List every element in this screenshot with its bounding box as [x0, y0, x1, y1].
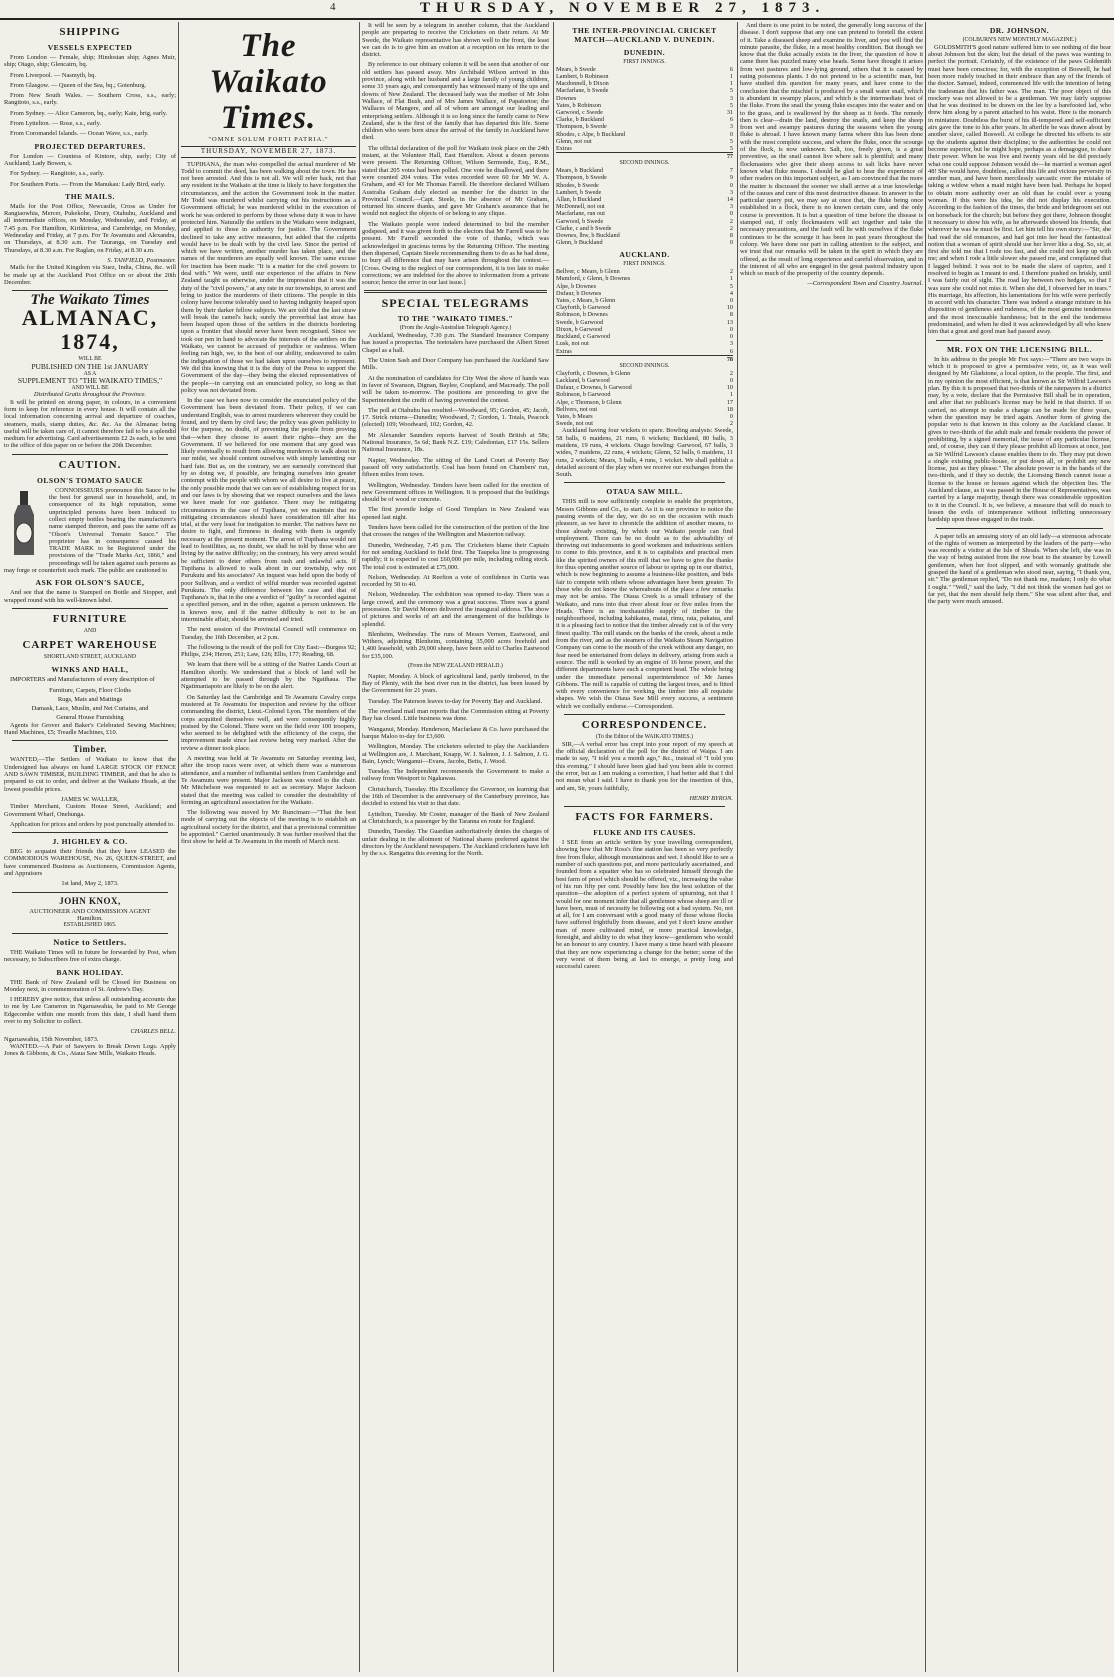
divider	[12, 832, 168, 833]
furniture-street: SHORTLAND STREET, AUCKLAND	[43, 653, 137, 660]
herald-item: Dunedin, Tuesday. The Guardian authoritatively denies the charges of unfair dealing in the allotment of National shares preferred against the directors by the Auckland newspapers. The Auckland cricketers have left by the s.s. Rangatira this evening for the North.	[362, 828, 549, 858]
score-row: Thompson, b Swede 9	[556, 174, 733, 182]
cricket-heading: THE INTER-PROVINCIAL CRICKET MATCH—AUCKLAND V. DUNEDIN.	[572, 26, 717, 44]
dunedin-first-innings-table	[556, 66, 733, 152]
score-row: Mears, b Buckland 7	[556, 167, 733, 175]
dunedin-second-innings-table	[556, 167, 733, 246]
score-row: Robinson, b Garwood 1	[556, 391, 733, 399]
dunedin-first-total: 77	[556, 152, 733, 160]
caution-heading: CAUTION.	[58, 458, 122, 471]
vessel-entry: From Glasgow. — Queen of the Sea, bq.; Gotenburg.	[10, 81, 147, 89]
editorial-paragraph: A meeting was held at Te Awamutu on Saturday evening last, after the troop races were over, at which there was a numerous attendance, and a number of influential settlers from Cambridge and Te Awamutu were present. Major Jackson was voted to the chair. Mr Mitchelson was requested to act as secretary. Major Jackson stated that the meeting was called to consider the desirability of forming an agricultural association for the Waikato.	[181, 755, 356, 806]
score-row: Lackland, b Garwood 0	[556, 376, 733, 384]
johnson-source: (COLBURN'S NEW MONTHLY MAGAZINE.)	[962, 37, 1077, 43]
score-row: Mears, b Swede 6	[556, 65, 733, 73]
column-2	[181, 22, 356, 1672]
column-rule	[178, 22, 179, 1672]
score-row: Dixon, b Garwood 0	[556, 325, 733, 333]
timber-apply: Application for prices and orders by post punctually attended to.	[10, 820, 175, 828]
notice-heading: Notice to Settlers.	[53, 936, 127, 947]
score-row: Buckland, c Garwood 0	[556, 333, 733, 341]
herald-list	[362, 673, 549, 858]
correspondence-signature: HENRY BYRON.	[689, 794, 733, 802]
telegram-item: At the nomination of candidates for City West the show of hands was in favor of Swanson, Dignan, Baylee, Coupland, and Macready. The poll will be taken to-morrow. The positions are proceeding to give the Superintendent the credit of having prevented the contest.	[362, 374, 549, 404]
divider	[564, 482, 725, 483]
divider	[12, 892, 168, 893]
editorial-paragraph: In the case we have now to consider the enunciated policy of the Government has been deviated from. Their policy, if we can understand English, was to arrest murderers wherever they could be found, and try them by civil law; the policy was given publicity to for the purpose, no doubt, of preventing the people from proving that—when they choose to assert their rights—they are the Government. If we believed for one moment that any good was likely eventually to result from allowing murderers to walk about in our midst, we should content ourselves with simply lamenting our hard fate. But as, on the contrary, we are earnestly convinced that by so doing we, if possible, are bringing ourselves into greater contempt with the people with whom we all desire to live at peace, the only possible mode that we can see of establishing respect for us and our laws is by showing that we respect ourselves and the laws we have made for our guidance. There may be mitigating circumstances in the case of Tupihana, yet we maintain that no mitigating circumstances should have consideration till after his trial, at the very least for instigation to murder. The natives have no desire to fight, and firmness in dealing with them is urgently necessary at the present moment. The arrest of Tupihana would not lead to hostilities, as, no doubt, we shall be told by those who are living by the native difficulty; on the contrary, his very arrest would be sufficient to deter others from rash and unlawful acts. If Tupihana is allowed to walk about in our township, why not Purukutu and his associates? An inquest was held upon the body of poor Sullivan, and a verdict of wilful murder was recorded against Purukutu. The only difference between his case and that of Tupihana's is, that in the one a verdict of "guilty" is recorded against a specified person, and in the other, against a person unknown. He is known now, and if the native difficulty is not to be an interminable affair, should be arrested and tried.	[181, 397, 356, 623]
editorial-paragraph: The next session of the Provincial Council will commence on Tuesday, the 16th December, at 2 p.m.	[181, 626, 356, 641]
caution-tail: And see that the name is Stamped on Bottle and Stopper, and wrapped round with his well-known label.	[4, 589, 176, 604]
almanac-as-a: AS A	[83, 370, 97, 377]
editorial-paragraph: The following is the result of the poll for City East:—Burgess 92; Philips, 234; Heron, 251; Law, 126; Ellis, 177; Reading, 68.	[181, 643, 356, 659]
vessel-entry: From New South Wales. — Southern Cross, s.s., early; Rangitoto, s.s., early.	[4, 92, 176, 107]
editorial-paragraph: On Saturday last the Cambridge and Te Awamutu Cavalry corps mustered at Te Awamutu for inspection and review by the officer commanding the district, Lieut.-Colonel Lyon. The members of the corps acquitted themselves well, and were consequently highly praised by the Colonel. There were on the field over 100 troopers, who seemed to be delighted with the efficiency of the corps, the improvement made since last review being very marked. After the review a dinner took place.	[181, 693, 356, 752]
departure-entry: For London — Countess of Kintore, ship, early; City of Auckland; Lady Bowen, s.	[4, 152, 176, 167]
score-row: Allan, b Buckland 14	[556, 196, 733, 204]
correspondence-heading: CORRESPONDENCE.	[581, 719, 708, 732]
score-row: Bellver, c Mears, b Glenn 2	[556, 268, 733, 276]
second-innings-label: SECOND INNINGS.	[619, 362, 670, 369]
column-4	[556, 22, 733, 1672]
fluke-continued: And there is one point to be noted, the generally long success of the disease. I don't suppose that any one can pretend to foretell the extent of it. Take a diseased sheep and examine its liver, and you will find the minute parasite, the fluke, in a most healthy condition. But though we know that the fluke actually exists in the liver, the question of how it came there has puzzled many wise heads. Some have thought it arises from wet pastures and low-lying ground, others that it is caused by eating poisonous plants. I do not pretend to be a scientific man, but have studied this question for many years, and have come to the conclusion that the mischief is produced by a small water snail, which is abundant in swampy places, and which is the intermediate host of the fluke. From the snail the young fluke escapes into the water and on to the grass, and is swallowed by the sheep as it feeds. The remedy then is clear—drain the land, destroy the snails, and keep the sheep from wet and swampy pastures during the seasons when the young fluke is abroad. I have known many farms where this has been done with the most complete success, and where the fluke, once the scourge of the flock, is now unknown. Salt, too, freely given, is a great preventive, as the snail cannot live where salt is plentiful; and many flockmasters who give their sheep access to salt licks have never known what fluke means. I should be glad to hear the experience of other readers on this important subject, as I am convinced that the more the matter is discussed the sooner we shall arrive at a true knowledge of the causes and cure of this most destructive disease. In answer to the particular query put, we may say at once that, the fluke being once established in a flock, there is no known certain cure, and the only course is prevention. It is but a question of time before the disease is stamped out, if only flockmasters will act together and take the necessary precautions, and the fault will lie with ourselves if the fluke continues to be the scourge it has been in past years throughout the colony. We have done our part in calling attention to the subject, and we trust that our remarks will be taken in the spirit in which they are offered, as the result of long experience and careful observation, and in the interest of all who are engaged in the great pastoral industry upon which so much of the prosperity of the country depends.	[740, 22, 923, 278]
johnson-heading: DR. JOHNSON.	[989, 26, 1050, 35]
divider	[12, 608, 168, 609]
winks-name: WINKS AND HALL,	[51, 664, 129, 674]
herald-item: Wanganui, Monday. Henderson, Macfarlane & Co. have purchased the barque Maloo to-day for £3,600.	[362, 725, 549, 740]
score-row: Macfarlane, b Swede 5	[556, 87, 733, 95]
almanac-supplement: SUPPLEMENT TO "THE WAIKATO TIMES,"	[17, 376, 163, 386]
knox-established: ESTABLISHED 1865.	[63, 922, 117, 929]
column-rule	[553, 22, 554, 1672]
vessels-list	[4, 54, 176, 138]
editorial-paragraph: The following was moved by Mr Runciman:—"That the best mode of carrying out the objects of the meeting is to establish an agricultural society for the district, and that a provisional committee be appointed." Carried unanimously. It was further resolved that the first show be held at Te Awamutu in the month of March next.	[181, 809, 356, 846]
score-row: Garwood, c Swede 31	[556, 109, 733, 117]
highley-text: BEG to acquaint their friends that they have LEASED the COMMODIOUS WAREHOUSE, No. 26, QUEEN-STREET, and have commenced Business as Auctioneers, Commission Agents, and Appraisers	[4, 848, 176, 877]
dunedin-heading: DUNEDIN.	[623, 48, 666, 57]
shipping-heading: SHIPPING	[59, 26, 121, 38]
bank-text: THE Bank of New Zealand will be Closed for Business on Monday next, in commemoration of St. Andrew's Day.	[4, 978, 176, 993]
knox-title: AUCTIONEER AND COMMISSION AGENT	[29, 907, 151, 915]
furniture-and: AND	[83, 627, 97, 634]
winks-agents: Agents for Grover and Baker's Celebrated Sewing Machines; Hand Machines, £5; Treadle Machines, £10.	[4, 721, 176, 737]
timber-address: Timber Merchant, Custom House Street, Auckland; and Government Wharf, Onehunga.	[4, 803, 176, 818]
column-6	[928, 22, 1111, 1672]
herald-item: Wellington, Monday. The cricketers selected to play the Aucklanders at Wellington are, J. Marchant, Knapp, W. J. Salmon, J. J. Salmon, J. G. Bain, Lynch; Wanganui—Evans, Jacobs, Betts, J. Wood.	[362, 743, 549, 765]
winks-text: IMPORTERS and Manufacturers of every description of	[10, 675, 155, 683]
knox-name: JOHN KNOX,	[59, 895, 121, 906]
vessels-heading: VESSELS EXPECTED	[47, 43, 133, 52]
herald-item: Lyttelton, Tuesday. Mr Coster, manager of the Bank of New Zealand at Christchurch, is a passenger by the Taranna en route for England.	[362, 810, 549, 825]
auckland-first-total: 78	[556, 355, 733, 363]
herald-item: Christchurch, Tuesday. His Excellency the Governor, on learning that the 16th of December is the anniversary of the Canterbury province, has decided to extend his visit to that date.	[362, 785, 549, 808]
divider	[936, 340, 1103, 341]
column-1	[4, 22, 176, 1672]
herald-source: (From the NEW ZEALAND HERALD.)	[408, 663, 503, 670]
score-row: Dufaur, c Downes, b Garwood 10	[556, 384, 733, 392]
departures-list	[4, 153, 176, 188]
caution-text: CONNOISSEURS pronounce this Sauce to be the best for general use in household, and, in consequence of its high reputation, some unprincipled persons have been induced to collect empty bottles bearing the manufacturer's name stamped thereon, and pass the same off as "Olson's Universal Tomato Sauce." The proprietor has in consequence caused his TRADE MARK to be Registered under the provisions of the "Trade Marks Act, 1866," and proceedings will be taken against such persons as may forge or counterfeit such mark. The public are cautioned to	[4, 486, 176, 575]
sawyers-text: WANTED.—A Pair of Sawyers to Break Down Logs. Apply Jones & Gibbons, & Co., Ataua Saw Mills, Waikato Heads.	[4, 1042, 176, 1058]
score-row: Garwood, b Swede 2	[556, 217, 733, 225]
divider	[364, 290, 547, 293]
score-row: Extras 6	[556, 347, 733, 355]
score-row: Swede, not out 2	[556, 420, 733, 428]
departure-entry: For Southern Ports. — From the Manukau: Lady Bird, early.	[10, 180, 166, 188]
score-row: Clarke, c and b Swede 2	[556, 224, 733, 232]
score-row: Robinson, b Downes 8	[556, 311, 733, 319]
departures-heading: PROJECTED DEPARTURES.	[34, 141, 146, 151]
score-row: Extras 5	[556, 145, 733, 153]
herald-item: Tuesday. The Paterson leaves to-day for Poverty Bay and Auckland.	[368, 697, 543, 705]
score-row: Glenn, b Buckland 0	[556, 239, 733, 247]
knox-place: Hamilton.	[77, 914, 103, 922]
telegram-item: Nelson, Wednesday. At Reefton a vote of confidence in Curtis was recorded by 50 to 40.	[362, 573, 549, 589]
divider	[12, 454, 168, 455]
fox-text: In his address to the people Mr Fox says:—"There are two ways in which it is proposed to give a permissive veto, or, as it was well designed by Mr Gladstone, a local option, to the people. The first, and in my opinion the most efficient, is that known as Sir Wilfrid Lawson's plan. By this it is proposed that two-thirds of the ratepayers in a district may, by a vote, declare that the Permissive Bill shall be in operation, and after that no publican's license may be held in that district. If so carried, no attempt to make a change can be made for three years, when the question may be tried again. Another form of giving the popular veto is that known in this colony as the Auckland clause. It gives to two-thirds of the adult male and female residents the power of prohibiting, by a signed memorial, the issue of any particular license, and, of course, they can if they please prohibit all licenses at once, just as Sir Wilfrid Lawson's clause enables them to do. They may put down a single existing public-house, or put down all, or prohibit any new license, just as they please." The absolute power is in the hands of the two-thirds, and if they so decide, the Licensing Bench cannot issue a license to the house or houses against which the objection lies. The Auckland clause, as it was passed in the House of Representatives, was carried by a large majority, though there was considerable opposition to it in the Council. It is, we believe, a measure that will do much to lessen the evils of intemperance without inflicting unnecessary hardship upon those engaged in the trade.	[928, 355, 1111, 524]
fluke-text: I SEE from an article written by your travelling correspondent, showing how that Mr Ross's fine station has been so very perfectly free from fluke, although mountainous and wet. I should like to see a number of such questions put, and more particularly ascertained, and founded from a squatter who has so celebrated himself through the best farm of proof which should be offered, viz., increasing the value of his run fifty per cent. Possibly here lies the best solution of the question—the adoption of a perfect system of upturning, not that I would for one moment infer that all gentlemen whose sheep are ill or have been, must of necessity be following out a bad system. No, not at all, for I am conversant with a good many of those whose flocks have suffered frightfully from disease, and yet I don't know another man of more cultivated mind, or more practical knowledge, foresight, and ability to do what they know—gentlemen who would be an honour to any country. I have many a time heard with pleasure that they are now experiencing a change for the better; some of the very worst of them being at last to emerge, a pretty long and successful career.	[556, 839, 733, 971]
sauce-bottle-icon	[4, 489, 44, 559]
almanac-text: It will be printed on strong paper, in colours, in a convenient form to keep for reference in every house. It will contain all the local information concerning arrival and departure of coaches, steamers, mails, stamp duties, &c. &c. As the Almanac being useful will be taken care of, it cannot therefore fail to be a splendid medium for advertising. Card advertisements £2 2s each, to be sent to the office of this paper on or before the 20th December.	[4, 398, 176, 450]
cricket-note: Auckland having four wickets to spare. Bowling analysis: Swede, 58 balls, 6 maidens, 21 runs, 6 wickets; Buckland, 80 balls, 3 maidens, 19 runs, 4 wickets. Otago bowling: Garwood, 67 balls, 3 wides, 7 maidens, 22 runs, 4 wickets; Glenn, 52 balls, 6 maidens, 11 runs, 2 wickets; Mears, 3 balls, 4 runs, 1 wicket. We shall publish a detailed account of the play when we receive our exchanges from the South.	[556, 427, 733, 479]
caution-ask: ASK FOR OLSON'S SAUCE,	[35, 578, 145, 588]
mails-note: Mails for the United Kingdom via Suez, India, China, &c. will be made up at the Auckland Post Office on or about the 20th December.	[4, 264, 176, 286]
divider	[12, 740, 168, 741]
score-row: Macfarlane, run out 0	[556, 210, 733, 218]
score-row: Mumford, c Glenn, b Downes 1	[556, 275, 733, 283]
special-telegrams-source: (From the Anglo-Australian Telegraph Agency.)	[399, 325, 512, 332]
column-rule	[925, 22, 926, 1672]
column-5	[740, 22, 923, 1672]
winks-item: Damask, Lace, Muslin, and Net Curtains, and	[31, 704, 149, 712]
bell-text: I HEREBY give notice, that unless all outstanding accounts due to me by Lee Cameron in Ngaruawahia, be paid to Mr George Edgecombe within one month from this date, I shall hand them over to my Solicitor to collect.	[4, 996, 176, 1026]
special-telegrams-heading: SPECIAL TELEGRAMS	[381, 296, 530, 311]
postmaster-signature: S. TANFIELD, Postmaster.	[107, 256, 176, 264]
almanac-and-will-be: AND WILL BE	[71, 384, 109, 391]
vessel-entry: From Liverpool. — Nasmyth, bq.	[10, 71, 97, 79]
winks-item: Furniture, Carpets, Floor Cloths	[49, 686, 131, 694]
almanac-published: PUBLISHED ON THE 1st JANUARY	[31, 362, 149, 372]
telegram-item: Nelson, Wednesday. The exhibition was opened to-day. There was a large crowd, and the ceremony was a great success. There was a grand procession. Sir David Monro delivered the inaugural address. The show of pictures and works of art and the arrangement of the buildings is splendid.	[362, 591, 549, 628]
editorial-paragraph: We learn that there will be a sitting of the Native Lands Court at Hamilton shortly. We understand that a block of land will be attempted to be passed through by the Ngatihaua. The Ngatimaniapoto are likely to be on the alert.	[181, 661, 356, 691]
news-paragraph: The official declaration of the poll for Waikato took place on the 24th instant, at the Volunteer Hall, East Hamilton. About a dozen persons were present. The Returning Officer, Wilson Sermonde, Esq., R.M., stated that 205 votes had been polled. One vote he disallowed, and there were counted 204 votes. The votes recorded were 60 for Mr W. A. Graham, and 43 for Mr Thomas Farrell. He therefore declared William Australia Graham duly elected as member for the district in the Provincial Council.—Capt. Steele, in the absence of Mr Graham, returned his sincere thanks, and gave Mr Graham's assurance that he would not neglect the objects of or belong to any clique.	[362, 144, 549, 218]
vessel-entry: From London — Female, ship; Hindostan ship; Agnes Muir, ship; Otago, ship; Glencairn, bq.	[4, 54, 176, 69]
column-rule	[737, 22, 738, 1672]
vessel-entry: From Coromandel Islands. — Ocean Wave, s.s., early.	[10, 130, 149, 138]
winks-items	[4, 686, 176, 722]
masthead-motto: "OMNE SOLUM FORTI PATRIA."	[208, 136, 329, 143]
winks-item: Rugs, Mats and Mattings	[57, 695, 123, 703]
almanac-title: ALMANAC, 1874,	[21, 305, 159, 355]
divider	[564, 714, 725, 715]
mill-text: THIS mill is now sufficiently complete to enable the proprietors, Messrs Gibbons and Co., to start. As it is our province to notice the passing events of the day, we do so on the occasion with much pleasure, as we have to chronicle the addition of another means, to those already existing, by which our Waikato people can find employment. There can be no doubt as to the advisability of throwing out inducements to good workmen and industrious settlers to come to this province, and it is to capitalists and practical men like the spirited owners of this mill that we have to give the thanks for thus opening another source of labour to spring up in our district, which is now beginning to assume a business-like position, and bids fair to compete with others whose advantages have been greater. To those who do not know the whereabouts of the place a few remarks may not be amiss. The Otaua Creek is a small tributary of the Waikato, and runs into that river about four or five miles from the Heads. There is an inexhaustible supply of timber in the neighbourhood, including kahikatea, matai, rimu, rata, pukatea, and it is a pleasing fact to notice that the timber already cut is of the very finest quality. The mill stands on the banks of the creek, about a mile from the river, and as the steamers of the Waikato Steam Navigation Company can come to the mouth of the creek without any danger, no fear need be entertained from delays in delivery, arising from such a source. The mill is worked by an engine of 16 horse power, and the different departments have each a competent head. The whole being under the immediate personal superintendence of Mr James Gibbons. The mill is capable of cutting the largest trees, and is fitted with every convenience for working the timber into all requisite shapes. We wish the Otaua Saw Mill every success, a sentiment which we cordially endorse.—Correspondent.	[556, 498, 733, 710]
news-paragraph: By reference to our obituary column it will be seen that another of our old settlers has passed away. Mrs Archibald Wilson arrived in this province, along with her husband and a large family of young children, some 31 years ago, and consequently has witnessed many of the ups and downs of New Zealand. The deceased lady was the mother of Mr John Wallace, of Flat Bush, and of Mrs James Wallace, of Papatoetoe; the Wallaces of Mangere, and all of whom are amongst our leading and enterprising settlers. Although it is so long since the family came to New Zealand, she is the first of the family that has departed this life. Some children who were born since the arrival of the family in Auckland have died.	[362, 61, 549, 142]
winks-item: General House Furnishing	[56, 713, 124, 721]
telegram-item: The poll at Otahuhu has resulted—Woodward, 95; Gordon, 45; Jacob, 17. Strick returns—Dunedin; Woodward, 7; Gordon, 1. Totals, Peacock (elected) 109; Woodward, 102; Gordon, 42.	[362, 406, 549, 429]
score-row: Downes, lbw, b Buckland 8	[556, 232, 733, 240]
auckland-first-innings-table	[556, 268, 733, 354]
score-row: Alpe, b Downes 5	[556, 282, 733, 290]
telegram-item: The Union Sash and Door Company has purchased the Auckland Saw Mills.	[362, 357, 549, 372]
herald-item: The overland mail man reports that the Commission sitting at Poverty Bay has closed. Little business was done.	[362, 708, 549, 723]
timber-name: JAMES W. WALLER,	[61, 795, 119, 803]
divider	[936, 528, 1103, 529]
score-row: Glenn, not out 5	[556, 137, 733, 145]
divider	[564, 806, 725, 807]
telegram-item: Auckland, Wednesday, 7.30 p.m. The Standard Insurance Company has issued a prospectus. The teetotalers have purchased the Albert Street Chapel as a hall.	[362, 332, 549, 354]
date-line: THURSDAY, NOVEMBER 27, 1873.	[420, 0, 826, 16]
notice-text: THE Waikato Times will in future be forwarded by Post, when necessary, to Subscribers free of extra charge.	[4, 948, 176, 964]
auckland-heading: AUCKLAND.	[619, 250, 670, 260]
masthead: The Waikato Times.	[209, 28, 328, 136]
herald-item: Napier, Monday. A block of agricultural land, partly timbered, in the Bay of Plenty, with the best river run in the district, has been leased by the Government for 21 years.	[362, 672, 549, 695]
score-row: Alpe, c Thomson, b Glenn 17	[556, 398, 733, 406]
almanac-paper-name: The Waikato Times	[30, 292, 150, 309]
score-row: Thompson, b Swede 3	[556, 123, 733, 131]
timber-heading: Timber.	[73, 744, 107, 755]
news-paragraph: The Waikato people were indeed determined to bid the member godspeed, and it was given forth to the electors that Mr Farrell was to be present. Mr Farrell seconded the vote of thanks, which was acknowledged in gracious terms by the Returning Officer. The meeting then dispersed, Captain Steele recommending them to do as he had done, to bury all difference that may have arisen throughout the contest.—[Cross. Owing to the neglect of our correspondent, it is too late to make corrections; we are indebted for the above to information from a private source; hence the error in our last issue.]	[362, 220, 549, 287]
telegram-item: Blenheim, Wednesday. The runs of Messrs Vernon, Eastwood, and Withers, adjoining Blenheim, containing 35,000 acres freehold and 1,400 leasehold, with 29,000 sheep, have been sold to Charles Eastwood for £35,100.	[362, 630, 549, 660]
score-row: Clayforth, b Garwood 10	[556, 304, 733, 312]
score-row: Yates, b Mears 0	[556, 412, 733, 420]
first-innings-label: FIRST INNINGS.	[623, 261, 666, 268]
fox-heading: MR. FOX ON THE LICENSING BILL.	[946, 344, 1093, 354]
score-row: Yates, c Mears, b Glenn 0	[556, 297, 733, 305]
column-rule	[359, 22, 360, 1672]
score-row: Lambert, b Swede 3	[556, 188, 733, 196]
score-row: Lambert, b Robinson 1	[556, 73, 733, 80]
first-innings-label: FIRST INNINGS.	[623, 59, 666, 65]
score-row: Lusk, not out 3	[556, 340, 733, 348]
fluke-heading: FLUKE AND ITS CAUSES.	[593, 828, 696, 838]
correspondence-text: SIR,—A verbal error has crept into your report of my speech at the official declaration of the poll for the district of Waipa. I am made to say, "I told you a month ago," &c., instead of "I told you this evening." I should have been glad had you been able to correct the error, but as I am making a correction, I had better add that I did not mean what I said. I have to thank you for the insertion of this, and am, Sir, yours faithfully,	[556, 740, 733, 792]
telegram-item: Tenders have been called for the construction of the portion of the line that crosses the ranges of the Wellington and Masterton railway.	[362, 524, 549, 539]
editorial-paragraph: TUPIHANA, the man who compelled the actual murderer of Mr Todd to commit the deed, has been walking about the town. He has not been arrested. And this is not all. We will refer back, not that any resident in the Waikato at the time is likely to have forgotten the circumstances, and the action the Government took in the matter. Mr Todd was murdered whilst carrying out his instructions as a Government official; he was murdered whilst in the execution of work he was ordered to perform by those whose duty it was to have protected him. Naturally the settlers in the Waikato were indignant, and applied to those in authority for justice. The Government declined to take any active measures, but added that the culprits would have to be dealt with by the civil law. Since the period of which we have written, another murder has taken place, and the names of the murderers are equally well known. The same excuse for inaction has been made: "It is a matter for the civil powers to deal with." We were, until our experience of the affairs in New Zealand taught us otherwise, under the impression that it was the duty of the "civil powers," at any rate in our townships, to arrest and bring to justice the murderers of their citizens. The people in this colony have become tolerably used to having indignity heaped upon them by their darker fellow subjects. We are told that the last straw will break the camel's back; surely the proverbial last straw has been heaped upon those of the settlers in the districts bordering upon a frontier that should never have been recognised. Since we took our pen in hand to advocate the interests of the settlers on the Waikato, we cannot be accused of prejudice or rashness. When feeling ran high, we, to the best of our ability, endeavored to calm the indignation of those we had taken upon ourselves to represent. We did this knowing that it is the duty of the Press to support the Government of the day—they being the elected representatives of the people—in carrying out an enunciated policy, so long as that policy was not deviated from.	[181, 160, 356, 394]
johnson-text: GOLDSMITH'S good nature suffered him to see nothing of the bear about Johnson but the skin; but the detail of the paws was wanting to perfect the portrait. Certainly, of the existence of the paws Goldsmith must have been conscious; for, with the exception of Boswell, he had been more rudely touched in their embrace than any of the friends of the doctor. Samuel, indeed, commenced life with the intention of being the tradesman that his father was. The man. The poor object of this mockery was not allowed to be a gentleman. We may fairly suppose that he was destined to be drawn on the lee by a barefooted lad, who drew him along by a parent attached to his waist. Here is the monarch in miniature. Doubtless the burst of his ill-tempered and self-sufficient airs gave the tone to his after years. In afterlife he was drawn about by another slave, called Boswell. At college he directed his efforts to stir up the students against their discipline; to the authorities he could not become superior, but he might hope, perhaps as a demagogue, to share their power. When he was five and twenty years old he did precisely what one could suppose Johnson would do—he married a woman aged 48! She would have, doubtless, called this life and vicious perversity in another man, and have been mercilessly sarcastic over the mistake of taking a widow when a maid might have been had. Perhaps he hoped to obtain more authority over an old than he could over a young woman. If this were his idea, he did not display his execution. According to the fashion of the times, the bride and bridegroom set out on horseback for the church; but before they got there, Johnson thought it necessary to show his wife, as he afterwards showed his friends, that wherever he was he must be first. Let him tell his own story:—"Sir, she had read the old romances, and had got into her head the fantastical notion that a woman of spirit should use her lover like a dog. So, sir, at first she told me that I rode too fast, and she could not keep up with me; and when I rode a little slower she passed me, and complained that I lagged behind. I was not to be made the slave of caprice, and I resolved to begin as I meant to end. I therefore pushed on briskly, until I was fairly out of sight. The road lay between two hedges, so that I was sure she could not miss it. When she did, I observed her in tears." His marriage, his affection, his lamentations for his wife were perfectly in accord with his character. There was indeed a strange mixture in his disposition of gentleness and rudeness, of the most genuine tenderness and the most inexcusable harshness; but in the end the tenderness predominated, and when he died it was acknowledged by all who knew him that a great and good man had passed away.	[928, 43, 1111, 336]
vessel-entry: From Sydney. — Alice Cameron, bq., early; Kate, brig, early.	[10, 109, 168, 117]
highley-name: J. HIGHLEY & CO.	[52, 837, 128, 847]
departure-entry: For Sydney. — Rangitoto, s.s., early.	[10, 170, 105, 178]
editorial-text	[181, 161, 356, 846]
highley-date: 1st land, May 2, 1873.	[61, 880, 119, 888]
news-paragraphs	[362, 22, 549, 286]
mill-heading: OTAUA SAW MILL.	[606, 487, 683, 497]
almanac-distributed: Distributed Gratis throughout the Province.	[33, 391, 147, 399]
furniture-heading: FURNITURE	[52, 612, 128, 625]
telegram-item: Wellington, Wednesday. Tenders have been called for the erection of new Government offices in Wellington. It is proposed that the buildings should be of wood or concrete.	[362, 481, 549, 504]
caution-subheading: OLSON'S TOMATO SAUCE	[36, 475, 144, 485]
score-row: McDonnell, not out 3	[556, 203, 733, 211]
divider	[12, 933, 168, 934]
fluke-signature: —Correspondent Town and Country Journal.	[807, 280, 923, 288]
telegram-item: Dunedin, Wednesday, 7.45 p.m. The Cricketers blame their Captain for not sending Auckland to field first. The Taupeka line is progressing rapidly; it is expected to cost £60,000 per mile, including rolling stock. The total cost is estimated at £75,000.	[362, 541, 549, 571]
page-header	[0, 0, 1114, 20]
score-row: Rhodes, c Alpe, b Buckland 0	[556, 130, 733, 138]
telegram-item: The first juvenile lodge of Good Templars in New Zealand was opened last night.	[362, 506, 549, 521]
vessel-entry: From Lyttelton. — Rose, s.s., early.	[10, 120, 101, 128]
score-row: Swede, b Garwood 13	[556, 318, 733, 326]
mails-text: Mails for the Post Office, Newcastle, Cross as Under for Rangiaowhia, Mercer, Pukekohe, Drury, Otahuhu, Auckland and all intermediate offices, on Monday, Wednesday, and Friday, at 7.45 p.m. For Hamilton, Kirikiriroa, and Cambridge, on Monday, Wednesday and Friday, at 7 p.m. For Te Awamutu and Alexandra, on Thursdays, at 8.30 a.m. For Tauranga, on Tuesday and Thursdays, at 8.30 a.m. For Raglan, on Friday, at 8.30 a.m.	[4, 202, 176, 254]
bell-signature: CHARLES BELL.	[130, 1028, 176, 1036]
telegram-item: Napier, Wednesday. The sitting of the Land Court at Poverty Bay passed off very satisfactorily. Coal has been found on Chambers' run, fifteen miles from town.	[362, 456, 549, 479]
score-row: Clayforth, c Downes, b Glenn 2	[556, 369, 733, 377]
score-row: Bellvers, not out 18	[556, 405, 733, 413]
masthead-date: THURSDAY, NOVEMBER 27, 1873.	[181, 146, 356, 157]
score-row: Downes 3	[556, 94, 733, 102]
score-row: Macdonnell, b Dixon 1	[556, 80, 733, 88]
score-row: Dufaur, b Downes 4	[556, 289, 733, 297]
column-3	[362, 22, 549, 1672]
score-row: Clarke, b Buckland 6	[556, 116, 733, 124]
timber-text: WANTED,—The Settlers of Waikato to know that the Undersigned has always on hand LARGE STOCK OF FENCE AND SAWN TIMBER, BUILDING TIMBER, and that he also is prepared to cut to order, and deliver at the Waikato Heads, at the lowest possible prices.	[4, 756, 176, 793]
bank-heading: BANK HOLIDAY.	[56, 967, 124, 977]
correspondence-note: (To the Editor of the WAIKATO TIMES.)	[595, 734, 693, 741]
page-number: 4	[330, 1, 336, 13]
facts-heading: FACTS FOR FARMERS.	[575, 811, 714, 824]
divider	[12, 290, 168, 291]
mails-heading: THE MAILS.	[65, 191, 115, 201]
telegram-item: Mr Alexander Saunders reports harvest of South British at 58s; National Insurance, 5s 6d; Bank N.Z. £19; Caledonian, £17 15s. Sellers National Insurance, 18s.	[362, 431, 549, 454]
almanac-will-be: WILL BE	[78, 356, 102, 363]
auckland-second-innings-table	[556, 370, 733, 428]
special-telegrams-sub: TO THE "WAIKATO TIMES."	[397, 314, 514, 324]
telegrams-list	[362, 332, 549, 660]
second-innings-label: SECOND INNINGS.	[619, 160, 670, 167]
paper-anecdote: A paper tells an amusing story of an old lady—a strenuous advocate of the rights of women as interpreted by the leaders of the party—who was recently a visitor at the Isle of Shoals. When she left, she was in the way of being assisted from the row boat to the steamer by Lowell gentlemen, when her foot slipped, and with womanly gratitude she grasped the hand of a gentleman who stood near, saying, "I thank you, sir." The gentleman replied, "Do not thank me, madam; I only do what I ought." "Well," said the lady, "I did not think the women had got so far yet, that the men should help them." She was silent after that, and the party were much amused.	[928, 532, 1111, 606]
news-paragraph: It will be seen by a telegram in another column, that the Auckland people are preparing to receive the Cricketers on their return. At Mr Swede, the Waikato representative has shown well to the front, the least we can do is to give him an ovation at a reception on his return to the district.	[362, 22, 549, 59]
score-row: Yates, b Robinson 5	[556, 101, 733, 109]
furniture-warehouse: CARPET WAREHOUSE	[22, 638, 158, 651]
score-row: Rhodes, b Swede 0	[556, 181, 733, 189]
herald-item: Tuesday. The Independent recommends the Government to make a railway from Westport to Ngakawau.	[362, 768, 549, 783]
bell-date: Ngaruawahia, 15th November, 1873.	[4, 1035, 99, 1043]
